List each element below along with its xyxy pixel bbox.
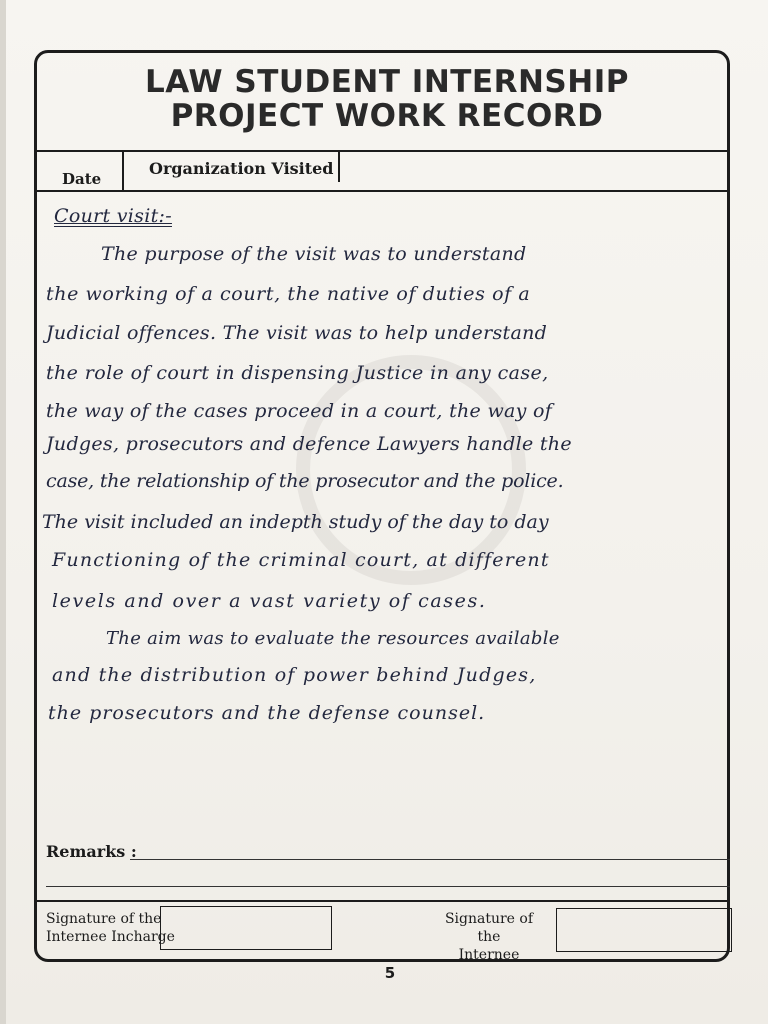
entry-line: Judges, prosecutors and defence Lawyers handle the [46,433,572,455]
form-title-line1: LAW STUDENT INTERNSHIP [145,64,629,100]
entry-line: The visit included an indepth study of the day to day [42,511,549,533]
sig-internee-box[interactable] [556,908,732,952]
remarks-label: Remarks : [46,842,137,861]
entry-line: case, the relationship of the prosecutor and the police. [46,470,564,492]
entry-line: Judicial offences. The visit was to help understand [46,322,548,344]
entry-line: the prosecutors and the defense counsel. [48,702,486,724]
entry-line: The purpose of the visit was to understand [101,243,527,265]
sig-incharge-label-line2: Internee Incharge [46,929,175,945]
signature-separator [36,900,729,902]
header-divider-date [122,152,124,192]
date-label: Date [62,170,102,188]
entry-line: the role of court in dispensing Justice in any case, [46,362,549,384]
sig-internee-label-line1: Signature of the [444,911,534,945]
entry-line: levels and over a vast variety of cases. [52,590,487,612]
organization-label: Organization Visited [149,159,334,178]
sig-internee-label [437,910,541,964]
entry-line: and the distribution of power behind Judges, [52,664,537,686]
entry-heading: Court visit:- [54,205,172,227]
header-row [36,150,729,192]
entry-line: The aim was to evaluate the resources available [106,628,560,649]
page-number: 5 [384,964,396,982]
remarks-line-2 [46,886,730,887]
sig-incharge-label [46,910,175,946]
form-title-line2: PROJECT WORK RECORD [170,98,604,134]
entry-line: Functioning of the criminal court, at different [52,549,550,571]
entry-line: the way of the cases proceed in a court, the way of [46,400,553,422]
notebook-page [6,0,768,1024]
sig-internee-label-line2: Internee [458,947,520,963]
remarks-line [130,859,730,860]
entry-line: the working of a court, the native of duties of a [46,283,531,305]
sig-incharge-label-line1: Signature of the [46,911,162,927]
sig-incharge-box[interactable] [160,906,332,950]
header-divider-organization [338,152,340,182]
